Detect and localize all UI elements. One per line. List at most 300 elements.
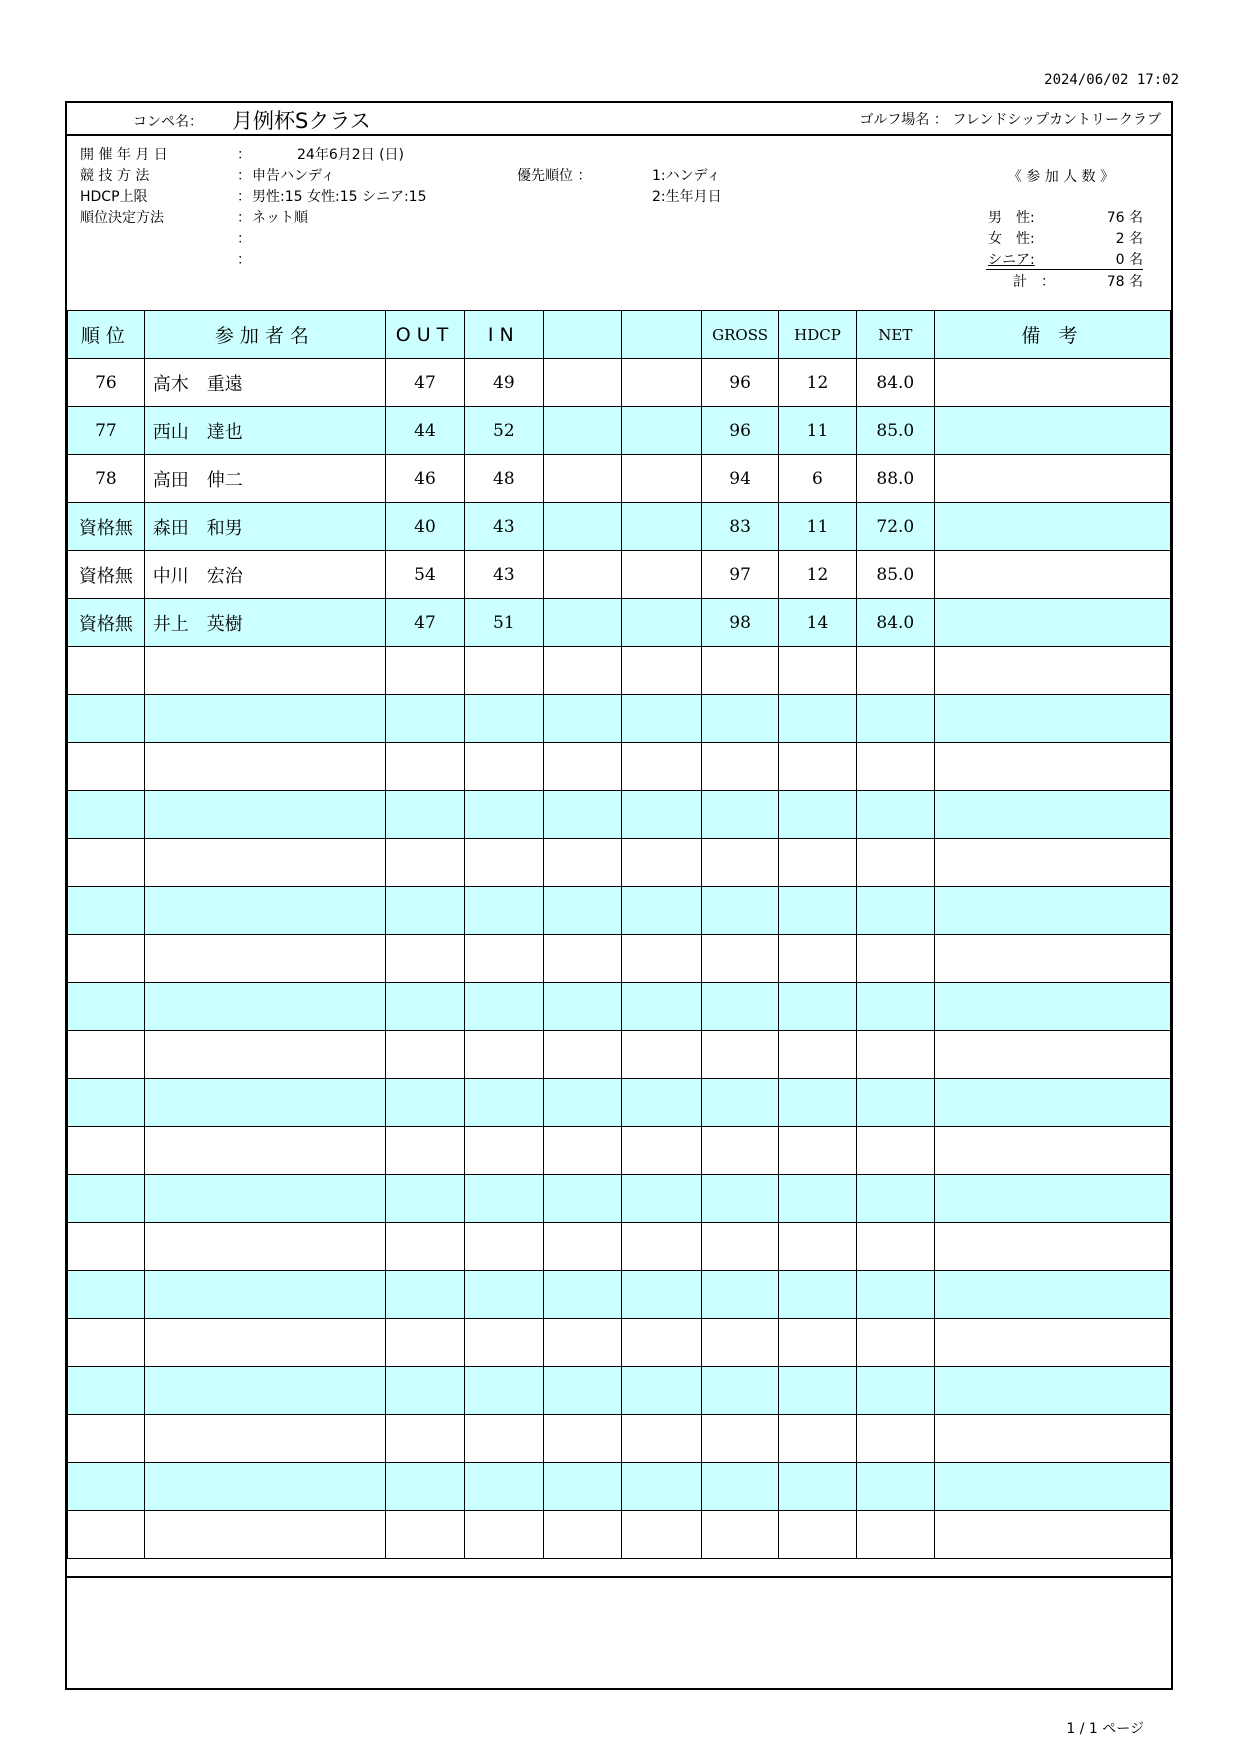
priority-2: 2:生年月日 (652, 189, 722, 205)
cell-gross (702, 983, 779, 1031)
cell-out (386, 935, 465, 983)
colon: ： (237, 210, 251, 226)
cell-net (856, 1415, 934, 1463)
title-row (67, 103, 1171, 136)
cell-gross (702, 887, 779, 935)
cell-c5 (543, 1223, 622, 1271)
cell-out: 47 (386, 359, 465, 407)
cell-net (856, 695, 934, 743)
cell-name (144, 983, 385, 1031)
cell-hdcp (779, 1319, 857, 1367)
cell-in (464, 887, 543, 935)
cell-name (144, 695, 385, 743)
cell-in (464, 1031, 543, 1079)
cell-hdcp (779, 1271, 857, 1319)
cell-net (856, 887, 934, 935)
cell-note (934, 647, 1170, 695)
cell-c5 (543, 1511, 622, 1559)
cell-rank (68, 791, 145, 839)
cell-gross (702, 1319, 779, 1367)
cell-note (934, 1367, 1170, 1415)
rank-method-value: ネット順 (252, 210, 308, 226)
table-row (68, 983, 1171, 1031)
cell-rank (68, 983, 145, 1031)
cell-in (464, 647, 543, 695)
cell-out (386, 791, 465, 839)
cell-c5 (543, 1463, 622, 1511)
cell-rank (68, 1223, 145, 1271)
cell-name (144, 743, 385, 791)
cell-name (144, 791, 385, 839)
cell-gross (702, 1511, 779, 1559)
table-row (68, 407, 1171, 455)
cell-c5 (543, 1079, 622, 1127)
cell-c5 (543, 1127, 622, 1175)
cell-c6 (622, 455, 702, 503)
cell-net (856, 1127, 934, 1175)
count-male: 男 性: 76 名 (988, 210, 1143, 226)
priority-label: 優先順位 ： (517, 168, 592, 184)
cell-note (934, 935, 1170, 983)
cell-c5 (543, 503, 622, 551)
cell-c6 (622, 983, 702, 1031)
cell-out (386, 1031, 465, 1079)
cell-gross (702, 695, 779, 743)
cell-hdcp (779, 983, 857, 1031)
cell-rank (68, 1367, 145, 1415)
cell-hdcp (779, 839, 857, 887)
cell-in: 48 (464, 455, 543, 503)
cell-c6 (622, 1223, 702, 1271)
cell-hdcp: 6 (779, 455, 857, 503)
cell-net (856, 935, 934, 983)
table-row (68, 599, 1171, 647)
cell-in: 51 (464, 599, 543, 647)
header-rank: 順位 (68, 311, 145, 359)
cell-hdcp (779, 1415, 857, 1463)
cell-gross (702, 743, 779, 791)
cell-c6 (622, 599, 702, 647)
cell-rank (68, 647, 145, 695)
cell-net (856, 1223, 934, 1271)
cell-in (464, 1127, 543, 1175)
header-name: 参加者名 (144, 311, 385, 359)
cell-rank: 77 (68, 407, 145, 455)
cell-c5 (543, 455, 622, 503)
cell-c5 (543, 1175, 622, 1223)
cell-name: 中川 宏治 (144, 551, 385, 599)
table-row (68, 695, 1171, 743)
cell-out: 44 (386, 407, 465, 455)
cell-c5 (543, 1367, 622, 1415)
header-blank-6 (622, 311, 702, 359)
cell-rank (68, 1271, 145, 1319)
cell-gross (702, 1031, 779, 1079)
cell-c6 (622, 839, 702, 887)
colon: ： (237, 189, 251, 205)
cell-in (464, 935, 543, 983)
cell-name (144, 1175, 385, 1223)
cell-hdcp (779, 791, 857, 839)
cell-in (464, 1463, 543, 1511)
table-row (68, 1223, 1171, 1271)
table-row (68, 887, 1171, 935)
table-row (68, 1031, 1171, 1079)
cell-name (144, 1271, 385, 1319)
cell-c5 (543, 599, 622, 647)
cell-c5 (543, 551, 622, 599)
cell-note (934, 1319, 1170, 1367)
header-out: OUT (386, 311, 465, 359)
cell-out (386, 743, 465, 791)
cell-out (386, 1367, 465, 1415)
cell-note (934, 1223, 1170, 1271)
cell-name (144, 1463, 385, 1511)
results-table (67, 310, 1171, 1559)
cell-hdcp (779, 1175, 857, 1223)
cell-out: 54 (386, 551, 465, 599)
method-label: 競 技 方 法 (80, 168, 150, 184)
colon: ： (237, 252, 251, 268)
cell-gross (702, 1079, 779, 1127)
cell-hdcp (779, 647, 857, 695)
count-female: 女 性: 2 名 (988, 231, 1143, 247)
cell-c5 (543, 743, 622, 791)
cell-rank (68, 695, 145, 743)
cell-c6 (622, 887, 702, 935)
cell-hdcp (779, 743, 857, 791)
cell-note (934, 1463, 1170, 1511)
cell-rank (68, 935, 145, 983)
cell-hdcp (779, 1031, 857, 1079)
cell-in (464, 791, 543, 839)
club-label: ゴルフ場名 ： (859, 112, 948, 128)
cell-rank (68, 1079, 145, 1127)
cell-in (464, 1175, 543, 1223)
cell-rank: 資格無 (68, 551, 145, 599)
cell-hdcp (779, 1367, 857, 1415)
cell-hdcp: 12 (779, 359, 857, 407)
cell-in (464, 743, 543, 791)
cell-in (464, 1223, 543, 1271)
cell-note (934, 455, 1170, 503)
cell-gross (702, 1415, 779, 1463)
cell-name (144, 839, 385, 887)
print-timestamp: 2024/06/02 17:02 (1044, 72, 1179, 88)
cell-c5 (543, 1271, 622, 1319)
cell-net (856, 839, 934, 887)
table-row (68, 1271, 1171, 1319)
cell-c5 (543, 1031, 622, 1079)
cell-hdcp (779, 1127, 857, 1175)
cell-out (386, 839, 465, 887)
cell-net: 88.0 (856, 455, 934, 503)
cell-c5 (543, 839, 622, 887)
cell-note (934, 1511, 1170, 1559)
cell-note (934, 695, 1170, 743)
cell-out (386, 1511, 465, 1559)
cell-rank (68, 839, 145, 887)
table-row (68, 839, 1171, 887)
cell-c6 (622, 695, 702, 743)
cell-name: 西山 達也 (144, 407, 385, 455)
cell-c6 (622, 407, 702, 455)
cell-net (856, 743, 934, 791)
method-value: 申告ハンディ (252, 168, 335, 184)
cell-out: 46 (386, 455, 465, 503)
cell-hdcp (779, 887, 857, 935)
cell-net (856, 1463, 934, 1511)
cell-note (934, 1271, 1170, 1319)
cell-gross (702, 647, 779, 695)
cell-rank: 資格無 (68, 599, 145, 647)
cell-rank (68, 887, 145, 935)
date-label: 開 催 年 月 日 (80, 147, 168, 163)
cell-out (386, 695, 465, 743)
cell-name (144, 1031, 385, 1079)
cell-in: 43 (464, 503, 543, 551)
cell-rank (68, 1127, 145, 1175)
cell-rank (68, 1319, 145, 1367)
competition-name: 月例杯Sクラス (232, 109, 371, 133)
table-row (68, 551, 1171, 599)
cell-net (856, 1511, 934, 1559)
cell-note (934, 503, 1170, 551)
cell-c5 (543, 695, 622, 743)
cell-note (934, 599, 1170, 647)
cell-net (856, 1175, 934, 1223)
cell-out (386, 647, 465, 695)
cell-c5 (543, 1415, 622, 1463)
cell-rank: 76 (68, 359, 145, 407)
cell-c6 (622, 791, 702, 839)
cell-in (464, 1511, 543, 1559)
header-in: IN (464, 311, 543, 359)
cell-gross (702, 1175, 779, 1223)
cell-name (144, 1079, 385, 1127)
cell-gross: 96 (702, 407, 779, 455)
table-row (68, 503, 1171, 551)
cell-net (856, 983, 934, 1031)
cell-in: 43 (464, 551, 543, 599)
cell-name: 高田 伸二 (144, 455, 385, 503)
cell-net: 84.0 (856, 599, 934, 647)
cell-in (464, 1079, 543, 1127)
cell-name (144, 1367, 385, 1415)
cell-gross: 83 (702, 503, 779, 551)
cell-note (934, 743, 1170, 791)
count-total-rule (986, 269, 1143, 270)
cell-note (934, 791, 1170, 839)
table-row (68, 1127, 1171, 1175)
cell-name: 高木 重遠 (144, 359, 385, 407)
rank-method-label: 順位決定方法 (80, 210, 164, 226)
cell-net: 85.0 (856, 407, 934, 455)
cell-name (144, 1319, 385, 1367)
footer-area (67, 1576, 1171, 1688)
cell-name (144, 1415, 385, 1463)
cell-net: 85.0 (856, 551, 934, 599)
cell-gross (702, 1127, 779, 1175)
priority-1: 1:ハンディ (652, 168, 721, 184)
cell-in (464, 1271, 543, 1319)
table-row (68, 455, 1171, 503)
cell-note (934, 407, 1170, 455)
cell-in (464, 695, 543, 743)
date-value: 24年6月2日 (日) (297, 147, 405, 163)
cell-hdcp: 12 (779, 551, 857, 599)
cell-gross (702, 839, 779, 887)
header-gross: GROSS (702, 311, 779, 359)
cell-note (934, 983, 1170, 1031)
cell-note (934, 1031, 1170, 1079)
table-row (68, 359, 1171, 407)
cell-out: 47 (386, 599, 465, 647)
cell-out (386, 1463, 465, 1511)
page-number: 1 / 1 ページ (1066, 1721, 1144, 1737)
cell-rank (68, 1175, 145, 1223)
table-row (68, 1319, 1171, 1367)
club-name (859, 109, 1161, 129)
cell-out (386, 1319, 465, 1367)
cell-in (464, 1319, 543, 1367)
cell-note (934, 839, 1170, 887)
cell-c6 (622, 551, 702, 599)
cell-gross: 98 (702, 599, 779, 647)
cell-rank: 78 (68, 455, 145, 503)
cell-in (464, 983, 543, 1031)
cell-c6 (622, 935, 702, 983)
count-senior: シニア: 0 名 (988, 252, 1143, 268)
cell-in: 49 (464, 359, 543, 407)
table-row (68, 743, 1171, 791)
cell-net: 84.0 (856, 359, 934, 407)
cell-net (856, 647, 934, 695)
cell-out (386, 1223, 465, 1271)
cell-in (464, 1415, 543, 1463)
cell-gross (702, 1463, 779, 1511)
cell-c6 (622, 1511, 702, 1559)
cell-hdcp: 11 (779, 503, 857, 551)
cell-c5 (543, 935, 622, 983)
cell-name (144, 1511, 385, 1559)
cell-c6 (622, 1271, 702, 1319)
cell-out (386, 1271, 465, 1319)
table-row (68, 1367, 1171, 1415)
cell-note (934, 1079, 1170, 1127)
cell-c6 (622, 1367, 702, 1415)
header-note: 備 考 (934, 311, 1170, 359)
cell-net (856, 1079, 934, 1127)
header-hdcp: HDCP (779, 311, 857, 359)
cell-rank (68, 1511, 145, 1559)
cell-gross (702, 1367, 779, 1415)
cell-note (934, 1175, 1170, 1223)
count-total: 計 ： 78 名 (1013, 274, 1143, 290)
table-row (68, 1511, 1171, 1559)
cell-c6 (622, 1079, 702, 1127)
cell-name (144, 887, 385, 935)
participants-title: 《 参 加 人 数 》 (1007, 169, 1115, 185)
cell-net (856, 1271, 934, 1319)
cell-net: 72.0 (856, 503, 934, 551)
table-row (68, 1463, 1171, 1511)
cell-gross (702, 935, 779, 983)
table-row (68, 1175, 1171, 1223)
cell-name: 井上 英樹 (144, 599, 385, 647)
cell-c6 (622, 359, 702, 407)
cell-hdcp: 14 (779, 599, 857, 647)
cell-gross (702, 1271, 779, 1319)
cell-rank (68, 743, 145, 791)
cell-in (464, 839, 543, 887)
cell-c5 (543, 647, 622, 695)
cell-out (386, 1127, 465, 1175)
cell-note (934, 887, 1170, 935)
hdcp-label: HDCP上限 (80, 189, 148, 205)
colon: ： (237, 231, 251, 247)
cell-c6 (622, 1415, 702, 1463)
cell-c5 (543, 359, 622, 407)
cell-rank (68, 1415, 145, 1463)
table-row (68, 791, 1171, 839)
cell-note (934, 1415, 1170, 1463)
cell-c5 (543, 1319, 622, 1367)
cell-gross: 97 (702, 551, 779, 599)
cell-name (144, 647, 385, 695)
cell-out: 40 (386, 503, 465, 551)
cell-name: 森田 和男 (144, 503, 385, 551)
cell-rank: 資格無 (68, 503, 145, 551)
colon: ： (237, 147, 251, 163)
header-net: NET (856, 311, 934, 359)
cell-name (144, 1127, 385, 1175)
cell-c6 (622, 743, 702, 791)
cell-in: 52 (464, 407, 543, 455)
cell-out (386, 983, 465, 1031)
header-blank-5 (543, 311, 622, 359)
colon: ： (237, 168, 251, 184)
cell-name (144, 935, 385, 983)
cell-c6 (622, 1319, 702, 1367)
cell-note (934, 551, 1170, 599)
cell-hdcp: 11 (779, 407, 857, 455)
cell-c5 (543, 791, 622, 839)
cell-net (856, 1031, 934, 1079)
cell-hdcp (779, 1463, 857, 1511)
cell-hdcp (779, 1223, 857, 1271)
cell-c6 (622, 1127, 702, 1175)
table-header-row (68, 311, 1171, 359)
cell-c5 (543, 983, 622, 1031)
table-row (68, 647, 1171, 695)
cell-net (856, 1367, 934, 1415)
cell-in (464, 1367, 543, 1415)
cell-out (386, 1079, 465, 1127)
cell-c6 (622, 1463, 702, 1511)
cell-gross (702, 791, 779, 839)
cell-hdcp (779, 935, 857, 983)
club-name-value: フレンドシップカントリークラブ (952, 112, 1161, 128)
table-row (68, 1079, 1171, 1127)
cell-c6 (622, 647, 702, 695)
cell-hdcp (779, 1079, 857, 1127)
cell-gross (702, 1223, 779, 1271)
cell-c6 (622, 503, 702, 551)
cell-hdcp (779, 1511, 857, 1559)
competition-label: コンペ名： (133, 114, 203, 130)
cell-gross: 94 (702, 455, 779, 503)
